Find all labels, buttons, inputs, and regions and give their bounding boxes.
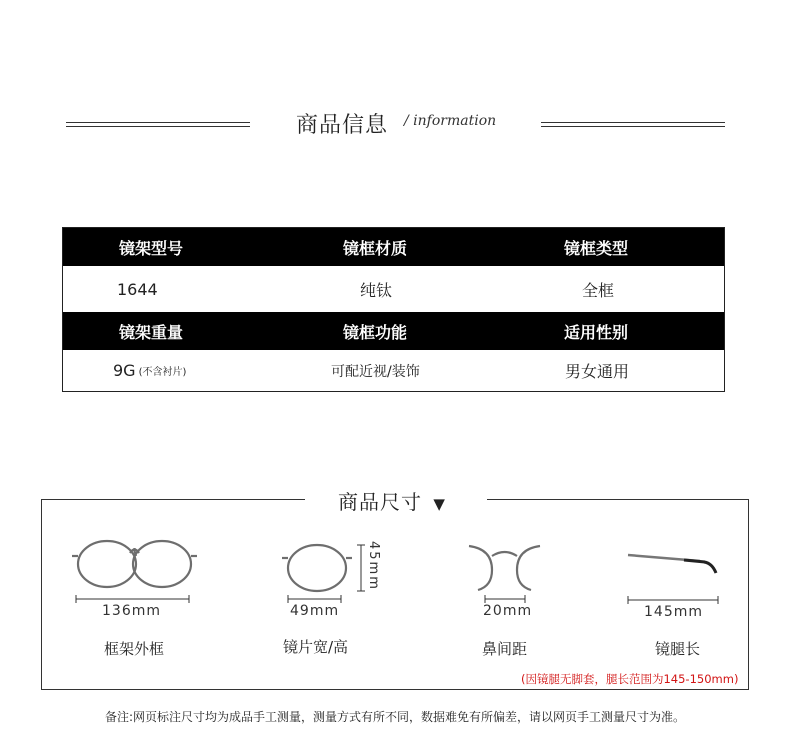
- info-section-subtitle: / information: [404, 113, 497, 129]
- temple-range-note: (因镜腿无脚套，腿长范围为145-150mm): [521, 672, 739, 686]
- weight-value: 9G: [113, 361, 136, 380]
- lens-width-measure: 49mm: [290, 603, 340, 619]
- frame-width-measure: 136mm: [102, 603, 161, 619]
- info-section-title: 商品信息: [296, 113, 389, 138]
- header-frame-model: 镜架型号: [119, 238, 184, 258]
- value-frame-model: 1644: [117, 279, 158, 299]
- down-arrow-icon: ▼: [433, 495, 446, 513]
- size-title-text: 商品尺寸: [338, 490, 422, 514]
- header-frame-material: 镜框材质: [343, 238, 408, 258]
- nose-bridge-icon: [469, 546, 540, 590]
- header-frame-weight: 镜架重量: [119, 322, 184, 342]
- value-frame-material: 纯钛: [360, 280, 393, 300]
- value-gender: 男女通用: [565, 362, 630, 381]
- frame-width-label: 框架外框: [104, 640, 165, 658]
- lens-icon: [282, 545, 352, 591]
- temple-arm-icon: [628, 555, 716, 573]
- bridge-label: 鼻间距: [482, 640, 528, 658]
- value-frame-type: 全框: [582, 280, 615, 300]
- header-frame-function: 镜框功能: [343, 322, 408, 342]
- glasses-front-icon: [72, 541, 197, 587]
- temple-length-label: 镜腿长: [655, 640, 701, 658]
- measurement-footnote: 备注:网页标注尺寸均为成品手工测量，测量方式有所不同，数据难免有所偏差，请以网页手工测量尺寸为准。: [104, 710, 686, 724]
- value-frame-function: 可配近视/装饰: [331, 363, 420, 380]
- lens-height-measure: 45mm: [366, 541, 381, 591]
- weight-note: (不含衬片): [138, 367, 187, 378]
- lens-size-label: 镜片宽/高: [283, 638, 349, 656]
- header-gender: 适用性别: [564, 322, 629, 342]
- bridge-measure: 20mm: [483, 603, 533, 619]
- header-frame-type: 镜框类型: [564, 238, 629, 258]
- temple-length-measure: 145mm: [644, 604, 703, 620]
